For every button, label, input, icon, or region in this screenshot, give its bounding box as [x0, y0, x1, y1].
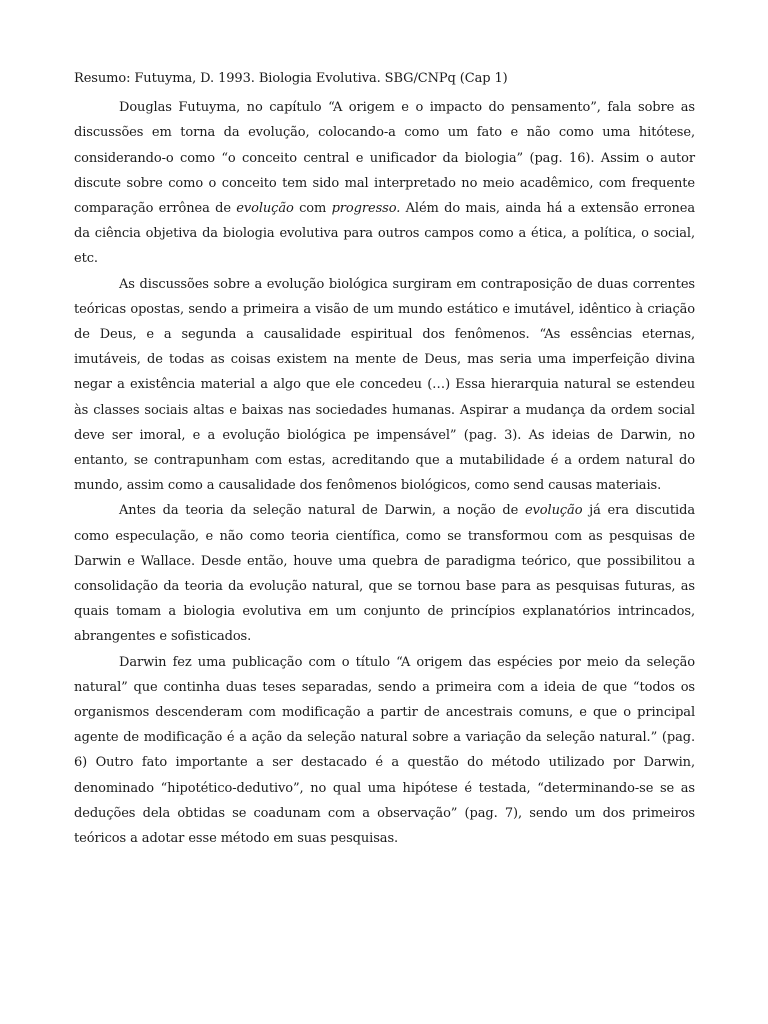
paragraph-1-text-c: Além do mais, ainda há a extensão erronea da ciência objetiva da biologia evolutiva para outros campos como a ética, a política, o social, etc. [74, 201, 695, 267]
paragraph-3 [74, 498, 695, 649]
paragraph-3-text-b: já era discutida como especulação, e não como teoria científica, como se transformou com as pesquisas de Darwin e Wallace. Desde então, houve uma quebra de paradigma teórico, que possibilitou a consolidação da teoria da evolução natural, que se tornou base para as pesquisas futuras, as quais tomam a biologia evolutiva em um conjunto de princípios explanatórios intrincados, abrangentes e sofisticados. [74, 503, 695, 645]
emphasis-evolucao: evolução [236, 201, 294, 217]
emphasis-progresso: progresso. [331, 201, 401, 217]
paragraph-4: Darwin fez uma publicação com o título “A origem das espécies por meio da seleção natural” que continha duas teses separadas, sendo a primeira com a ideia de que “todos os organismos descenderam com modificação a partir de ancestrais comuns, e que o principal agente de modificação é a ação da seleção natural sobre a variação da seleção natural.” (pag. 6) Outro fato importante a ser destacado é a questão do método utilizado por Darwin, denominado “hipotético-dedutivo”, no qual uma hipótese é testada, “determinando-se se as deduções dela obtidas se coadunam com a observação” (pag. 7), sendo um dos primeiros teóricos a adotar esse método em suas pesquisas. [74, 654, 695, 847]
paragraph-2: As discussões sobre a evolução biológica surgiram em contraposição de duas correntes teóricas opostas, sendo a primeira a visão de um mundo estático e imutável, idêntico à criação de Deus, e a segunda a causalidade espiritual dos fenômenos. “As essências eternas, imutáveis, de todas as coisas existem na mente de Deus, mas seria uma imperfeição divina negar a existência material a algo que ele concedeu (…) Essa hierarquia natural se estendeu às classes sociais altas e baixas nas sociedades humanas. Aspirar a mudança da ordem social deve ser imoral, e a evolução biológica pe impensável” (pag. 3). As ideias de Darwin, no entanto, se contrapunham com estas, acreditando que a mutabilidade é a ordem natural do mundo, assim como a causalidade dos fenômenos biológicos, como send causas materiais. [74, 276, 695, 494]
paragraph-1 [74, 95, 695, 271]
document-page [74, 66, 695, 851]
paragraph-3-text-a: Antes da teoria da seleção natural de Darwin, a noção de [119, 503, 525, 519]
paragraph-1-text-a: Douglas Futuyma, no capítulo “A origem e o impacto do pensamento”, fala sobre as discussões em torna da evolução, colocando-a como um fato e não como uma hitótese, considerando-o como “o conceito central e unificador da biologia” (pag. 16). Assim o autor discute sobre como o conceito tem sido mal interpretado no meio acadêmico, com frequente comparação errônea de [74, 100, 695, 217]
emphasis-evolucao-2: evolução [524, 503, 583, 519]
paragraph-1-text-b: com [293, 201, 332, 217]
document-heading: Resumo: Futuyma, D. 1993. Biologia Evolutiva. SBG/CNPq (Cap 1) [74, 71, 508, 86]
